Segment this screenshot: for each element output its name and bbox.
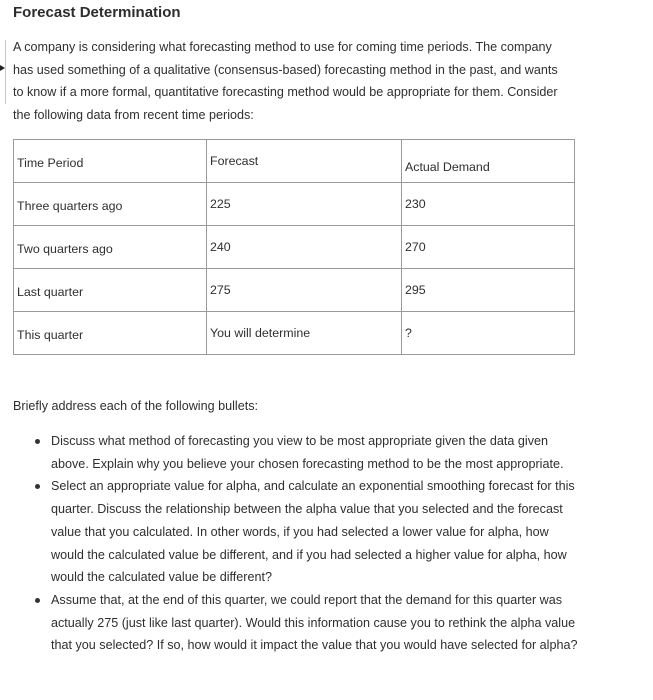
cell-actual-demand: 295: [402, 269, 575, 312]
caret-right-icon: [0, 65, 5, 71]
table-header-row: [14, 140, 575, 183]
table-row: [14, 226, 575, 269]
bullet-list: [0, 430, 600, 657]
table-row: [14, 183, 575, 226]
cell-forecast: 225: [207, 183, 402, 226]
cell-forecast: You will determine: [207, 312, 402, 355]
intro-paragraph: A company is considering what forecasting method to use for coming time periods. The company has used something of a qualitative (consensus-based) forecasting method in the past, and wants to know if a more formal, quantitative forecasting method would be appropriate for them. Consider the following data from recent time periods:: [13, 40, 558, 123]
page-title: Forecast Determination: [13, 4, 181, 21]
forecast-table: [13, 139, 575, 355]
header-cell-forecast: Forecast: [207, 140, 402, 183]
cell-time-period: Last quarter: [14, 269, 207, 312]
bullet-text: Select an appropriate value for alpha, and calculate an exponential smoothing forecast for this quarter. Discuss the relationship between the alpha value that you selected and the forecast value that you calculated. In other words, if you had selected a lower value for alpha, how would the calculated value be different, and if you had selected a higher value for alpha, how would the calculated value be different?: [51, 479, 575, 585]
bullet-dot-icon: [35, 439, 40, 444]
bullets-intro: Briefly address each of the following bullets:: [13, 399, 259, 413]
intro-left-border: [5, 40, 6, 104]
cell-time-period: This quarter: [14, 312, 207, 355]
bullet-dot-icon: [35, 484, 40, 489]
list-item: [0, 589, 600, 657]
table-row: [14, 269, 575, 312]
cell-forecast: 275: [207, 269, 402, 312]
bullet-text: Assume that, at the end of this quarter, we could report that the demand for this quarter was actually 275 (just like last quarter). Would this information cause you to rethink the alpha value that you selected? If so, how would it impact the value that you would have selected for alpha?: [51, 592, 578, 653]
bullet-dot-icon: [35, 598, 40, 603]
cell-forecast: 240: [207, 226, 402, 269]
cell-actual-demand: 230: [402, 183, 575, 226]
cell-actual-demand: ?: [402, 312, 575, 355]
cell-time-period: Three quarters ago: [14, 183, 207, 226]
list-item: [0, 475, 600, 589]
cell-actual-demand: 270: [402, 226, 575, 269]
header-cell-actual-demand: Actual Demand: [402, 140, 575, 183]
list-item: [0, 430, 600, 475]
bullet-text: Discuss what method of forecasting you view to be most appropriate given the data given above. Explain why you believe your chosen forecasting method to be the most appropriate.: [51, 434, 564, 471]
table-row: [14, 312, 575, 355]
header-cell-time-period: Time Period: [14, 140, 207, 183]
cell-time-period: Two quarters ago: [14, 226, 207, 269]
